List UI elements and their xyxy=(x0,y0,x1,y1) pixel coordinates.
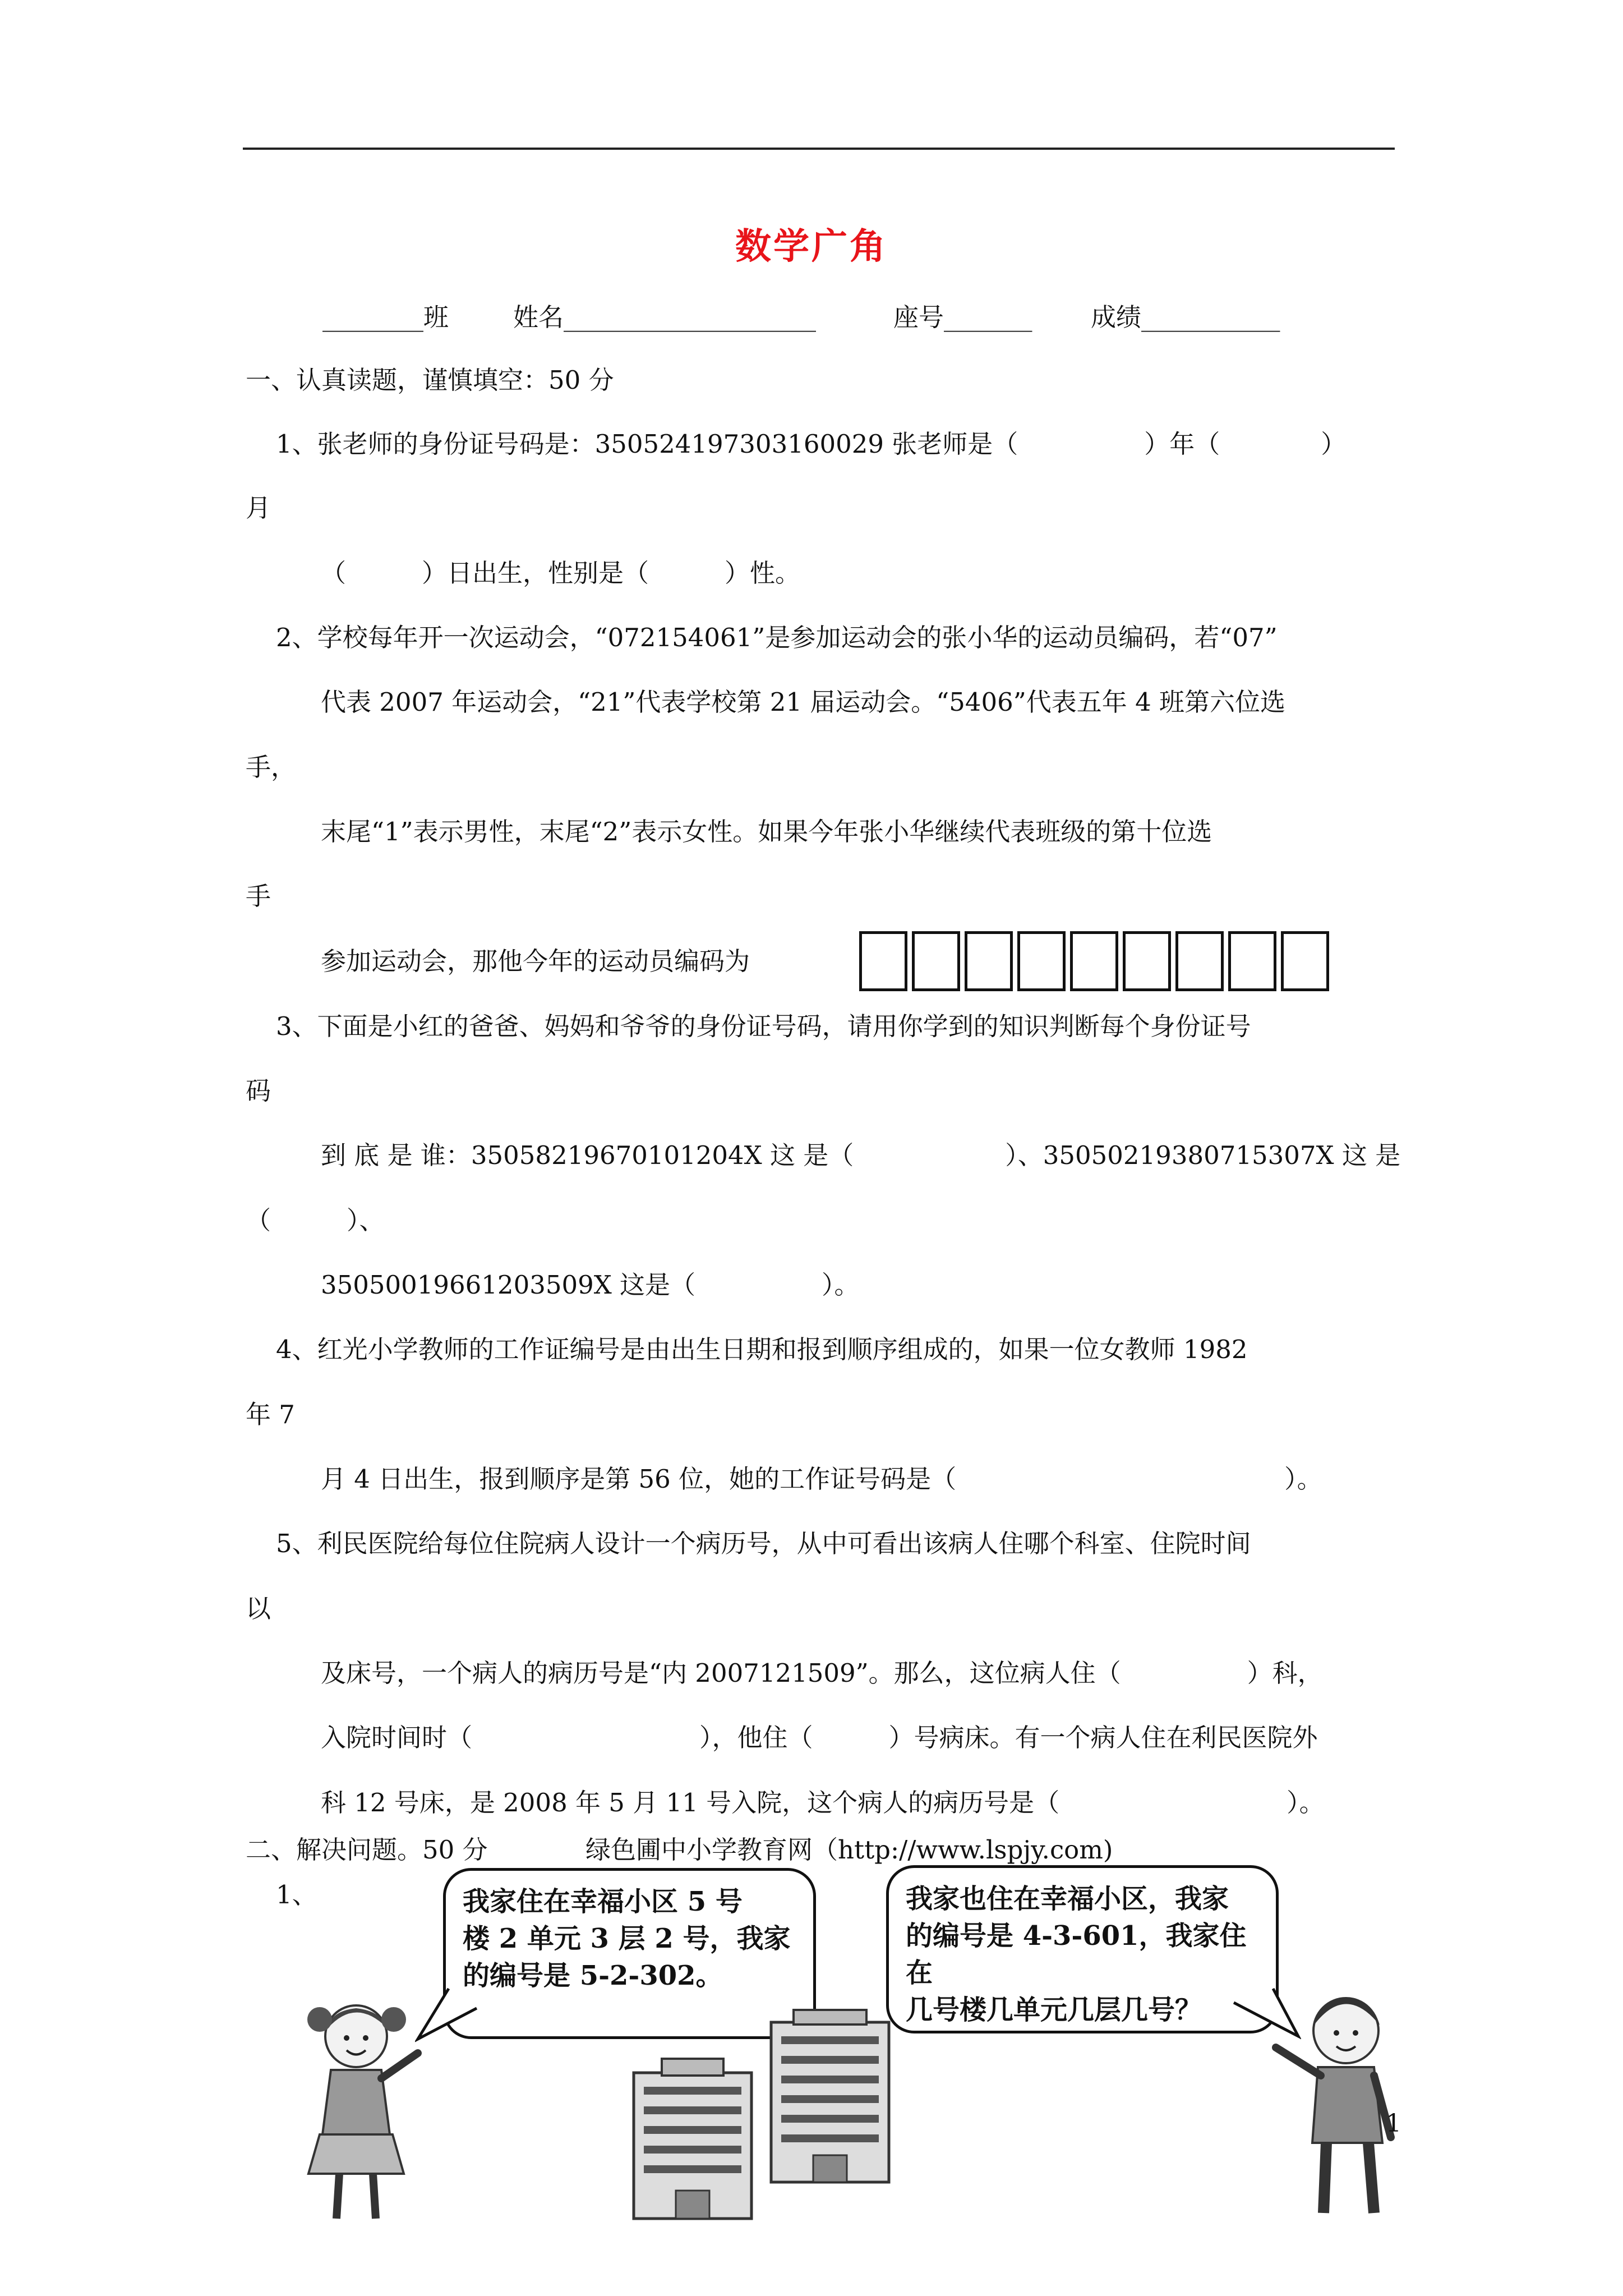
q3-line: 到 底 是 谁：35058219670101204X 这 是（ ）、35050219380715307X 这 是 xyxy=(321,1140,1401,1170)
q2-line: 参加运动会，那他今年的运动员编码为 xyxy=(321,946,750,976)
bubble-line: 几号楼几单元几层几号？ xyxy=(906,1994,1202,2026)
score-field: 成绩___________ xyxy=(1091,302,1280,332)
answer-box[interactable] xyxy=(912,931,960,991)
q1-line: 月 xyxy=(246,493,271,523)
problem-number: 1、 xyxy=(276,1880,317,1910)
girl-speech-bubble xyxy=(443,1868,816,2039)
website-text: 绿色圃中小学教育网（http://www.lspjy.com) xyxy=(585,1835,1113,1865)
q2-line: 手， xyxy=(246,752,297,782)
answer-box[interactable] xyxy=(1123,931,1171,991)
q3-line: 3、下面是小红的爸爸、妈妈和爷爷的身份证号码，请用你学到的知识判断每个身份证号 xyxy=(276,1011,1251,1041)
q4-line: 年 7 xyxy=(246,1400,295,1429)
answer-box[interactable] xyxy=(1175,931,1224,991)
page-title: 数学广角 xyxy=(735,226,888,268)
answer-box[interactable] xyxy=(1070,931,1118,991)
q5-line: 及床号，一个病人的病历号是“内 2007121509”。那么，这位病人住（ ）科， xyxy=(321,1658,1323,1688)
bubble-line: 我家也住在幸福小区，我家 xyxy=(906,1883,1229,1915)
answer-box[interactable] xyxy=(1017,931,1066,991)
q4-line: 月 4 日出生，报到顺序是第 56 位，她的工作证号码是（ ）。 xyxy=(321,1464,1322,1494)
bubble-line: 楼 2 单元 3 层 2 号，我家 xyxy=(463,1923,791,1954)
top-rule xyxy=(243,148,1395,150)
q3-line: 码 xyxy=(246,1076,271,1106)
q4-line: 4、红光小学教师的工作证编号是由出生日期和报到顺序组成的，如果一位女教师 1982 xyxy=(276,1335,1248,1364)
answer-box[interactable] xyxy=(859,931,907,991)
class-field: ________班 xyxy=(322,302,449,332)
girl-illustration-icon xyxy=(297,1994,426,2230)
bubble-line: 的编号是 4-3-601，我家住在 xyxy=(906,1920,1247,1989)
q3-line: （ ）、 xyxy=(246,1205,385,1235)
q2-line: 末尾“1”表示男性，末尾“2”表示女性。如果今年张小华继续代表班级的第十位选 xyxy=(321,817,1212,846)
q3-line: 35050019661203509X 这是（ ）。 xyxy=(321,1270,860,1300)
page-number: 1 xyxy=(1386,2109,1401,2138)
bubble-line: 我家住在幸福小区 5 号 xyxy=(463,1886,743,1917)
building-icon xyxy=(766,2008,895,2188)
q5-line: 入院时间时（ ），他住（ ）号病床。有一个病人住在利民医院外 xyxy=(321,1723,1318,1752)
q5-line: 5、利民医院给每位住院病人设计一个病历号，从中可看出该病人住哪个科室、住院时间 xyxy=(276,1529,1251,1558)
seat-field: 座号_______ xyxy=(893,302,1032,332)
building-icon xyxy=(628,2056,757,2224)
answer-box[interactable] xyxy=(1228,931,1276,991)
answer-box[interactable] xyxy=(965,931,1013,991)
bubble-line: 的编号是 5-2-302。 xyxy=(463,1960,723,1991)
q1-line: 1、张老师的身份证号码是：350524197303160029 张老师是（ ）年（ ） xyxy=(276,429,1347,459)
boy-speech-bubble xyxy=(886,1865,1279,2033)
q2-line: 代表 2007 年运动会，“21”代表学校第 21 届运动会。“5406”代表五年 4 班第六位选 xyxy=(321,687,1286,717)
q5-line: 以 xyxy=(246,1594,271,1623)
q2-line: 2、学校每年开一次运动会，“072154061”是参加运动会的张小华的运动员编码，若“07” xyxy=(276,623,1278,652)
q5-line: 科 12 号床，是 2008 年 5 月 11 号入院，这个病人的病历号是（ ）。 xyxy=(321,1788,1325,1818)
section1-heading: 一、认真读题，谨慎填空：50 分 xyxy=(246,365,614,395)
section2-heading: 二、解决问题。50 分 xyxy=(246,1835,488,1865)
boy-illustration-icon xyxy=(1265,1986,1405,2221)
q2-line: 手 xyxy=(246,881,271,911)
q1-line: （ ）日出生，性别是（ ）性。 xyxy=(321,558,801,588)
answer-code-boxes[interactable] xyxy=(859,931,1334,991)
answer-box[interactable] xyxy=(1281,931,1329,991)
name-field: 姓名____________________ xyxy=(513,302,817,332)
